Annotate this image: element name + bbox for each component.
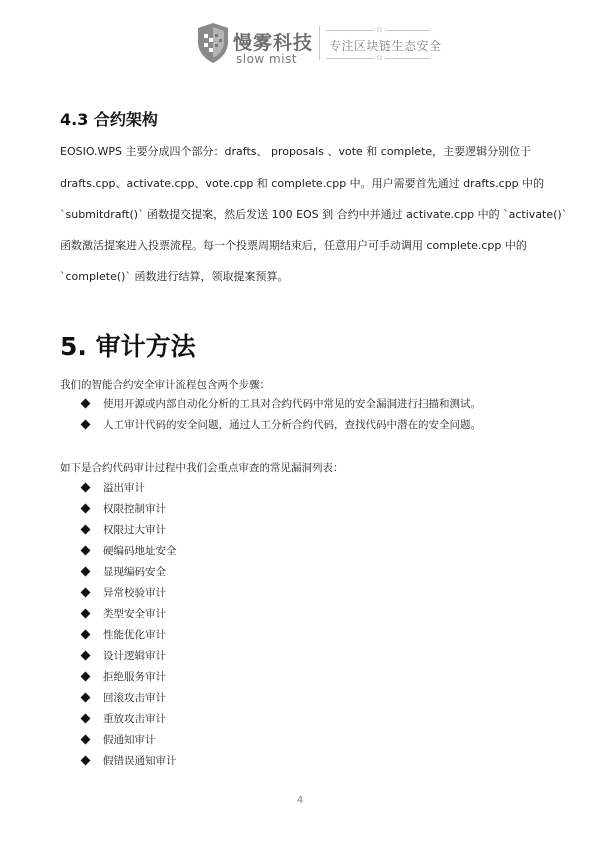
diamond-bullet-icon (81, 546, 91, 556)
list-item-text: 回滚攻击审计 (103, 692, 166, 704)
diamond-bullet-icon (81, 588, 91, 598)
diamond-bullet-icon (81, 504, 91, 514)
section-heading-4-3: 4.3 合约架构 (60, 110, 158, 129)
diamond-bullet-icon (81, 651, 91, 661)
list-item-text: 异常校验审计 (103, 587, 166, 599)
diamond-bullet-icon (81, 609, 91, 619)
diamond-bullet-icon (81, 714, 91, 724)
paragraph-line: `submitdraft()` 函数提交提案，然后发送 100 EOS 到 合约中并通过 activate.cpp 中的 `activate()` (60, 208, 568, 221)
paragraph-line: 函数激活提案进入投票流程。每一个投票周期结束后，任意用户可手动调用 complete.cpp 中的 (60, 239, 527, 252)
list-item-text: 设计逻辑审计 (103, 650, 166, 662)
section-heading-5: 5. 审计方法 (60, 332, 196, 361)
list-item-text: 溢出审计 (103, 482, 145, 494)
diamond-bullet-icon (81, 630, 91, 640)
star-icon: ✩ (376, 25, 383, 34)
tagline: 专注区块链生态安全 (329, 39, 442, 53)
diamond-bullet-icon (81, 735, 91, 745)
diamond-bullet-icon (81, 567, 91, 577)
list-item-text: 显现编码安全 (103, 566, 166, 578)
diamond-bullet-icon (81, 693, 91, 703)
list-item-text: 假错误通知审计 (103, 755, 177, 767)
diamond-bullet-icon (81, 399, 91, 409)
star-icon: ✩ (376, 53, 383, 62)
diamond-bullet-icon (81, 483, 91, 493)
list-item-text: 重放攻击审计 (103, 713, 166, 725)
brand-name-chinese: 慢雾科技 (233, 32, 314, 54)
vulnerability-list-intro: 如下是合约代码审计过程中我们会重点审查的常见漏洞列表： (60, 462, 344, 474)
list-item-text: 假通知审计 (103, 734, 156, 746)
audit-intro: 我们的智能合约安全审计流程包含两个步骤： (60, 379, 270, 391)
list-item-text: 使用开源或内部自动化分析的工具对合约代码中常见的安全漏洞进行扫描和测试。 (103, 398, 481, 410)
paragraph-line: EOSIO.WPS 主要分成四个部分：drafts、 proposals 、vote 和 complete，主要逻辑分别位于 (60, 145, 532, 158)
list-item-text: 权限过大审计 (103, 524, 166, 536)
shield-logo-icon (196, 22, 230, 64)
diamond-bullet-icon (81, 672, 91, 682)
header-divider (319, 26, 320, 60)
page-number: 4 (296, 795, 304, 806)
list-item-text: 硬编码地址安全 (103, 545, 177, 557)
page-header (0, 22, 600, 68)
diamond-bullet-icon (81, 756, 91, 766)
brand-name-english: slow mist (236, 52, 298, 66)
tagline-block (326, 24, 442, 64)
diamond-bullet-icon (81, 420, 91, 430)
paragraph-line: `complete()` 函数进行结算，领取提案预算。 (60, 270, 289, 283)
list-item-text: 权限控制审计 (103, 503, 166, 515)
list-item-text: 性能优化审计 (103, 629, 166, 641)
diamond-bullet-icon (81, 525, 91, 535)
paragraph-line: drafts.cpp、activate.cpp、vote.cpp 和 complete.cpp 中。用户需要首先通过 drafts.cpp 中的 (60, 177, 545, 190)
list-item-text: 类型安全审计 (103, 608, 166, 620)
list-item-text: 人工审计代码的安全问题，通过人工分析合约代码，查找代码中潜在的安全问题。 (103, 419, 481, 431)
list-item-text: 拒绝服务审计 (103, 671, 166, 683)
